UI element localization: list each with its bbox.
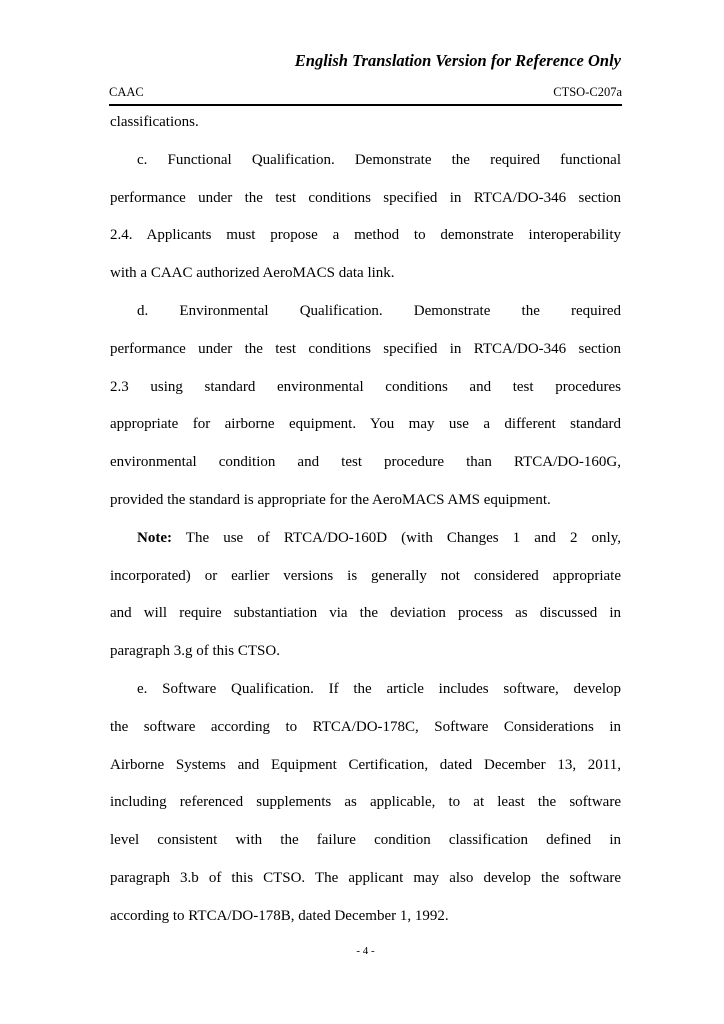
text-line: c. Functional Qualification. Demonstrate the required functional [137, 151, 621, 168]
text-line: level consistent with the failure condition classification defined in [110, 832, 621, 849]
header-left-label: CAAC [109, 85, 144, 99]
text-line: and will require substantiation via the deviation process as discussed in [110, 605, 621, 622]
text-line: e. Software Qualification. If the article includes software, develop [137, 680, 621, 697]
translation-notice-title: English Translation Version for Reference Only [294, 51, 621, 70]
text-line: according to RTCA/DO-178B, dated December 1, 1992. [110, 907, 449, 924]
text-line: performance under the test conditions specified in RTCA/DO-346 section [110, 340, 621, 357]
text-line: 2.4. Applicants must propose a method to demonstrate interoperability [110, 227, 621, 244]
document-body [110, 104, 621, 936]
bold-lead: Note: [137, 529, 172, 546]
text-line: d. Environmental Qualification. Demonstrate the required [137, 302, 621, 319]
text-line: classifications. [110, 114, 199, 130]
text-line: environmental condition and test procedure than RTCA/DO-160G, [110, 454, 621, 471]
text-line: Note: The use of RTCA/DO-160D (with Changes 1 and 2 only, [137, 529, 621, 546]
text-line: with a CAAC authorized AeroMACS data link. [110, 265, 395, 282]
text-line: paragraph 3.b of this CTSO. The applicant may also develop the software [110, 869, 621, 886]
text-line: 2.3 using standard environmental conditions and test procedures [110, 378, 621, 395]
page-header [109, 85, 622, 106]
text-line: provided the standard is appropriate for the AeroMACS AMS equipment. [110, 491, 551, 508]
text-line: paragraph 3.g of this CTSO. [110, 643, 280, 660]
text-line: including referenced supplements as applicable, to at least the software [110, 794, 621, 811]
page-number: - 4 - [356, 945, 375, 957]
text-line: the software according to RTCA/DO-178C, Software Considerations in [110, 718, 621, 735]
text-line: appropriate for airborne equipment. You may use a different standard [110, 416, 621, 433]
text-line: Airborne Systems and Equipment Certification, dated December 13, 2011, [110, 756, 621, 773]
header-right-doc-number: CTSO-C207a [553, 85, 622, 99]
text-line: performance under the test conditions specified in RTCA/DO-346 section [110, 189, 621, 206]
text-line: incorporated) or earlier versions is generally not considered appropriate [110, 567, 621, 584]
